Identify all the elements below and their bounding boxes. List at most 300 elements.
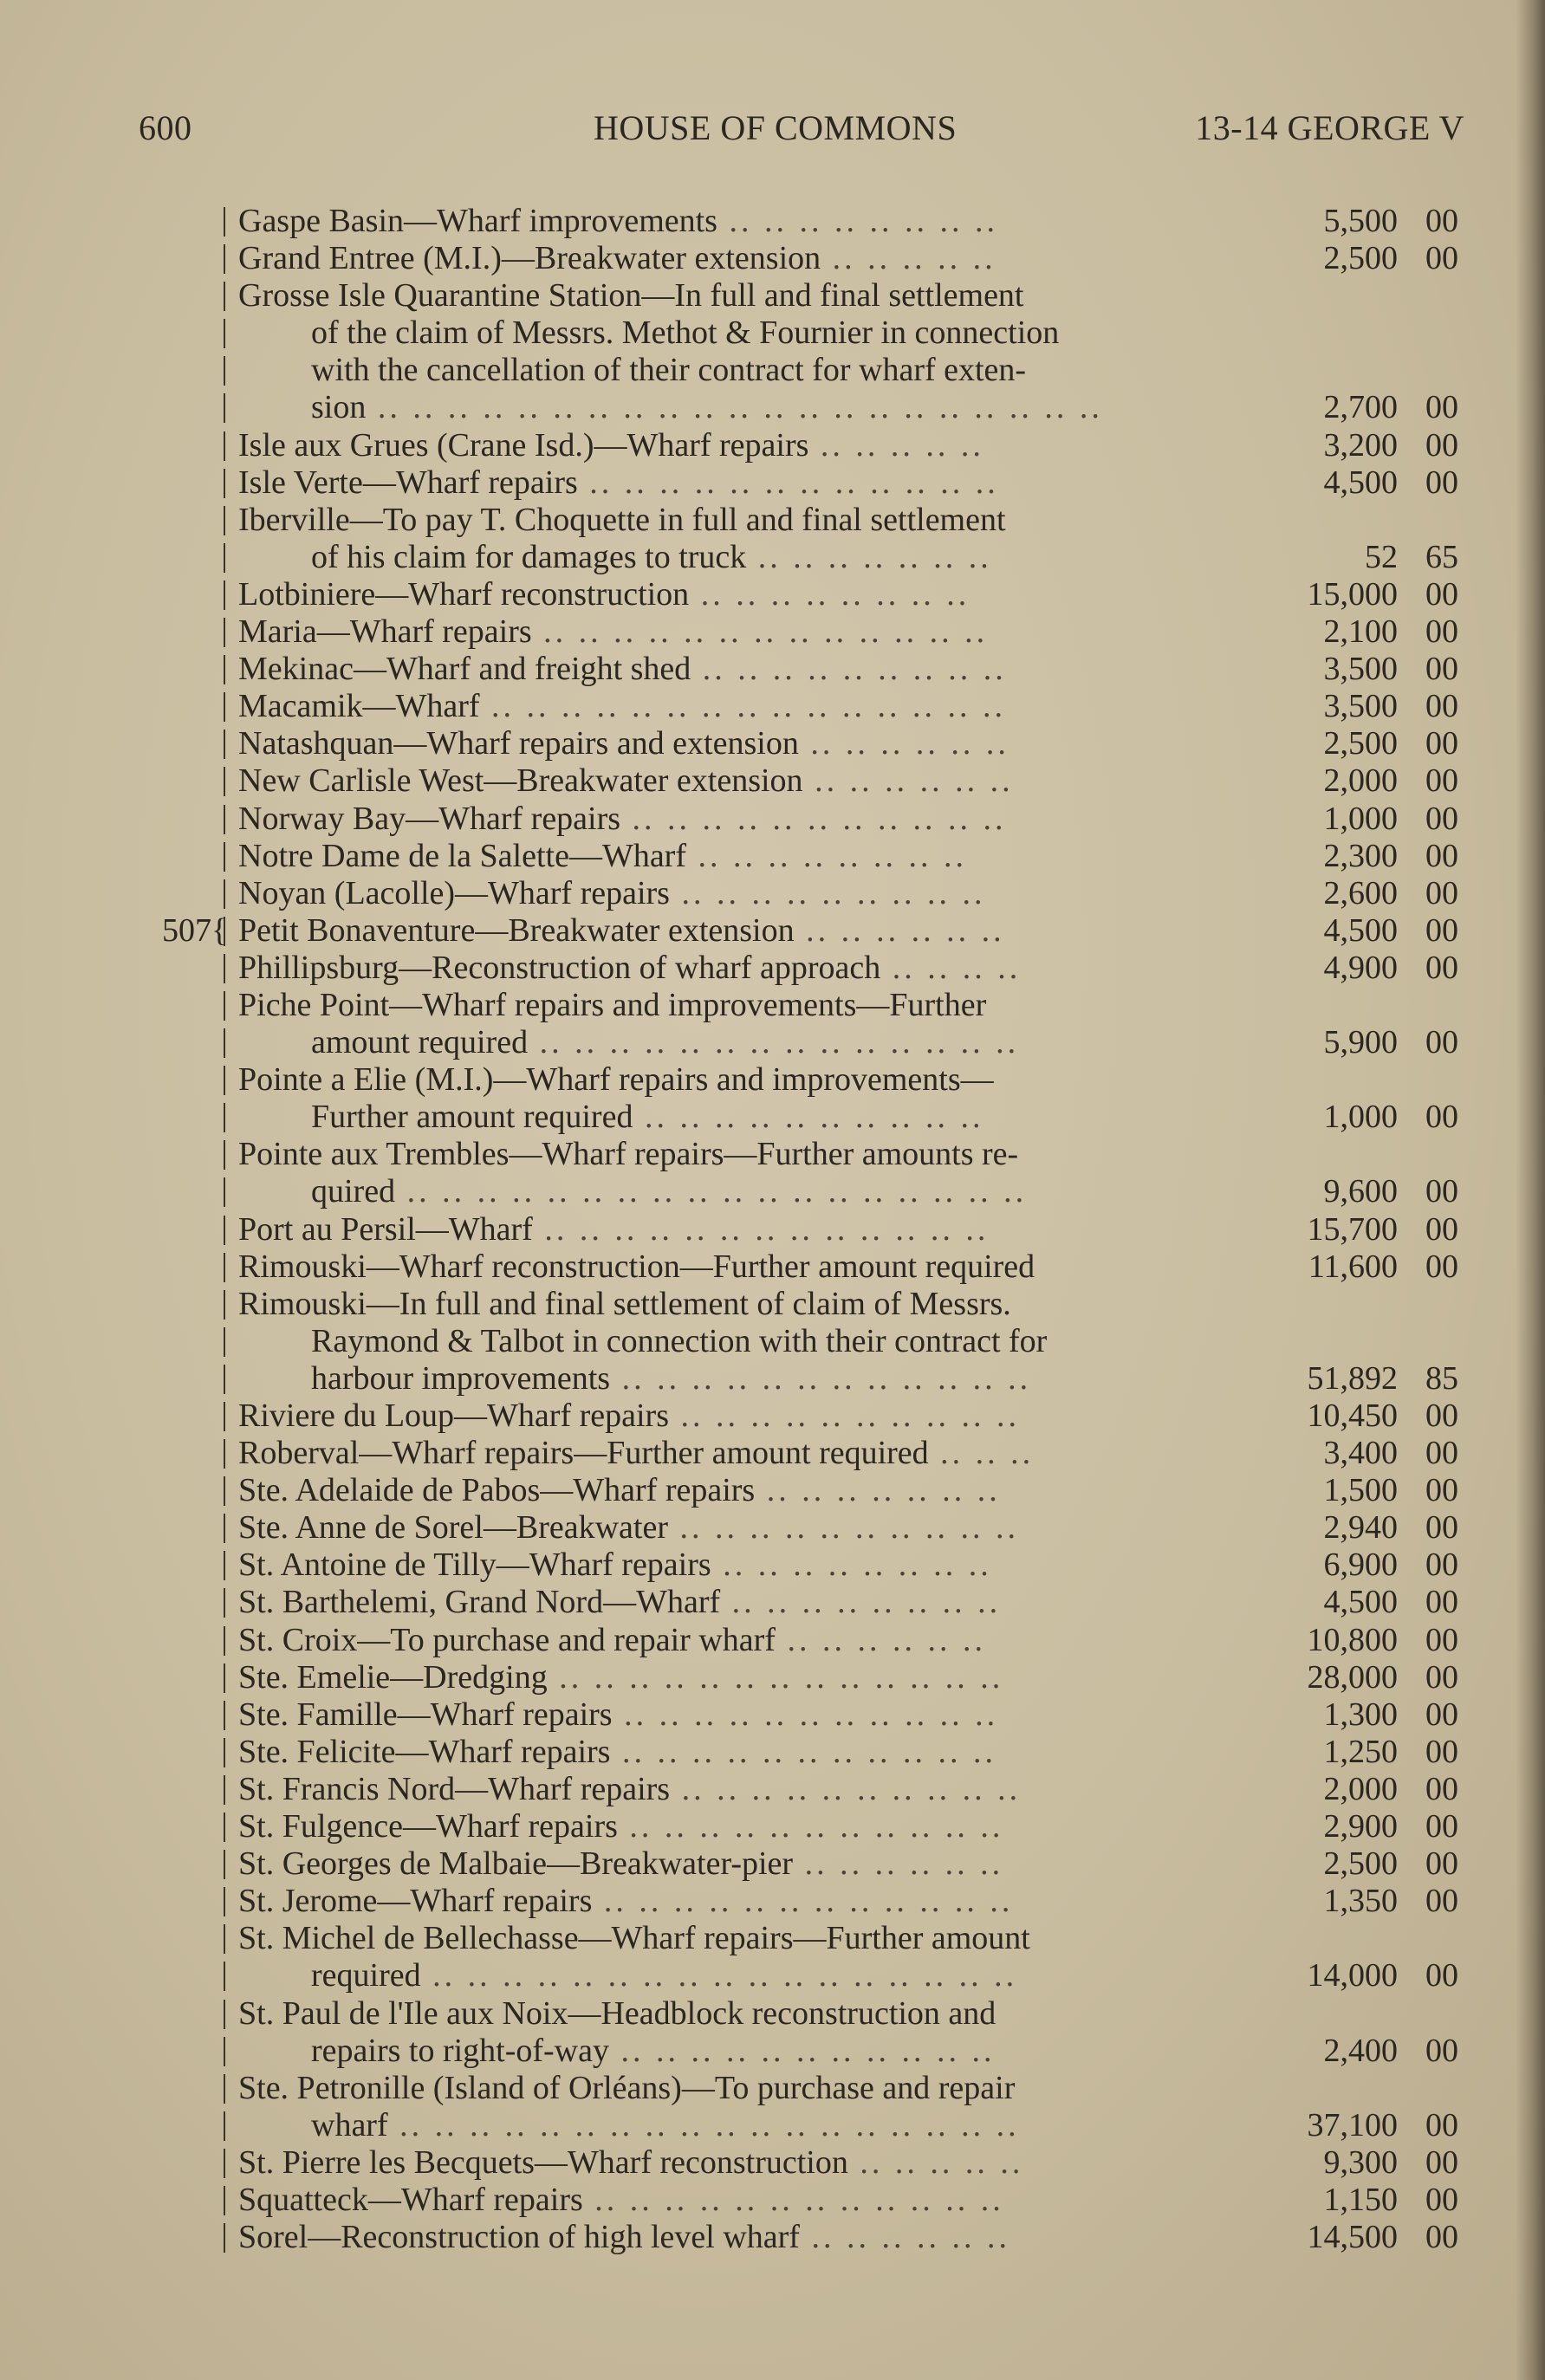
dot-leader: .. .. .. .. .. .. .. .. .. .. .. xyxy=(609,2032,996,2069)
item-text: Raymond & Talbot in connection with their contract for xyxy=(311,1322,1048,1359)
dot-leader: .. .. .. .. .. .. .. .. .. .. .. .. xyxy=(582,2181,1004,2218)
table-row xyxy=(0,1771,1545,1808)
bracket-line xyxy=(224,2000,225,2029)
dot-leader: .. .. .. .. .. .. xyxy=(793,1845,1004,1883)
amount-dollars: 1,350 xyxy=(1323,1883,1398,1920)
amount-dollars: 15,000 xyxy=(1307,575,1398,613)
amount-cents: 00 xyxy=(1425,1845,1458,1883)
item-description xyxy=(311,315,1243,352)
item-text: St. Fulgence—Wharf repairs xyxy=(238,1808,618,1845)
amount-cents: 00 xyxy=(1425,1472,1458,1509)
table-row xyxy=(0,1509,1545,1547)
amount-dollars: 3,400 xyxy=(1323,1435,1398,1472)
item-amount xyxy=(1242,352,1458,389)
dot-leader: .. .. .. .. .. .. .. .. .. .. .. .. .. .. .. .. .. .. .. .. .. xyxy=(366,389,1103,426)
bracket-line xyxy=(224,2186,225,2215)
table-row xyxy=(0,240,1545,277)
dot-leader: .. .. .. .. .. .. .. .. .. .. .. xyxy=(620,800,1007,837)
dot-leader: .. .. .. .. .. .. .. .. .. .. .. .. xyxy=(592,1883,1014,1920)
amount-dollars: 3,200 xyxy=(1323,426,1398,464)
item-description xyxy=(238,1584,1243,1621)
item-description xyxy=(238,203,1243,240)
bracket-line xyxy=(224,655,225,684)
amount-dollars: 2,500 xyxy=(1323,240,1398,277)
amount-cents: 00 xyxy=(1425,2219,1458,2256)
item-text: Further amount required xyxy=(311,1099,633,1136)
item-amount xyxy=(1242,2219,1458,2256)
item-amount xyxy=(1242,1024,1458,1061)
item-amount xyxy=(1242,2070,1458,2107)
table-row xyxy=(0,1808,1545,1845)
dot-leader: .. .. .. .. .. .. .. .. .. .. xyxy=(670,1770,1022,1807)
table-row xyxy=(0,1136,1545,1173)
item-text: Sorel—Reconstruction of high level wharf xyxy=(238,2219,800,2256)
amount-dollars: 4,900 xyxy=(1323,949,1398,986)
amount-dollars: 28,000 xyxy=(1307,1658,1398,1696)
table-row xyxy=(0,1734,1545,1771)
item-description xyxy=(238,1211,1243,1248)
item-description xyxy=(238,1136,1243,1173)
amount-cents: 00 xyxy=(1425,464,1458,501)
dot-leader: .. .. .. .. .. .. .. .. .. .. .. .. .. .. .. xyxy=(479,688,1007,725)
amount-cents: 00 xyxy=(1425,1957,1458,1994)
amount-dollars: 9,600 xyxy=(1323,1173,1398,1210)
amount-cents: 00 xyxy=(1425,911,1458,949)
item-amount xyxy=(1242,1211,1458,1248)
table-row xyxy=(0,950,1545,987)
dot-leader: .. .. .. .. .. .. .. .. xyxy=(686,837,967,874)
bracket-line xyxy=(224,842,225,872)
table-row xyxy=(0,1061,1545,1099)
table-row xyxy=(0,1920,1545,1957)
amount-cents: 00 xyxy=(1425,203,1458,239)
amount-cents: 00 xyxy=(1425,837,1458,874)
amount-cents: 00 xyxy=(1425,1398,1458,1434)
item-description xyxy=(238,1845,1243,1883)
bracket-line xyxy=(224,1365,225,1394)
amount-cents: 00 xyxy=(1425,2032,1458,2069)
dot-leader: .. .. .. .. .. .. .. .. .. xyxy=(669,874,986,911)
amount-dollars: 2,000 xyxy=(1323,762,1398,800)
table-row xyxy=(0,2219,1545,2256)
amount-cents: 00 xyxy=(1425,1509,1458,1547)
dot-leader: .. .. .. .. .. .. .. .. .. .. .. xyxy=(617,1808,1004,1845)
dot-leader: .. .. .. xyxy=(928,1435,1035,1472)
amount-cents: 00 xyxy=(1425,1435,1458,1472)
amount-cents: 00 xyxy=(1425,1099,1458,1136)
table-row xyxy=(0,912,1545,950)
bracket-line xyxy=(224,1253,225,1282)
bracket-line xyxy=(224,618,225,647)
amount-cents: 00 xyxy=(1425,1658,1458,1696)
amount-cents: 00 xyxy=(1425,949,1458,986)
item-text: Ste. Petronille (Island of Orléans)—To purchase and repair xyxy=(238,2069,1016,2106)
dot-leader: .. .. .. .. .. .. .. .. .. .. xyxy=(667,1509,1019,1547)
bracket-line xyxy=(224,1924,225,1954)
item-amount xyxy=(1242,2033,1458,2070)
amount-dollars: 2,400 xyxy=(1323,2032,1398,2069)
bracket-line xyxy=(224,2223,225,2253)
item-description xyxy=(311,1099,1243,1136)
item-amount xyxy=(1242,1734,1458,1771)
regnal-year: 13-14 GEORGE V xyxy=(1195,108,1464,147)
item-text: sion xyxy=(311,389,367,426)
table-row xyxy=(0,725,1545,762)
amount-cents: 00 xyxy=(1425,874,1458,911)
table-row xyxy=(0,987,1545,1024)
item-text: Gaspe Basin—Wharf improvements xyxy=(238,203,717,239)
item-amount xyxy=(1242,464,1458,502)
item-description xyxy=(238,1696,1243,1734)
item-description xyxy=(311,539,1243,576)
item-description xyxy=(238,1622,1243,1659)
side-marker: 507{ xyxy=(162,911,228,949)
item-text: Iberville—To pay T. Choquette in full and final settlement xyxy=(238,501,1006,538)
bracket-line xyxy=(224,1551,225,1580)
item-amount xyxy=(1242,875,1458,912)
bracket-line xyxy=(224,282,225,311)
item-text: St. Francis Nord—Wharf repairs xyxy=(238,1770,671,1807)
item-text: St. Michel de Bellechasse—Wharf repairs—Further amount xyxy=(238,1920,1030,1957)
dot-leader: .. .. .. .. .. .. .. .. .. .. .. .. .. .. xyxy=(528,1024,1020,1061)
dot-leader: .. .. .. .. .. .. .. .. .. .. .. .. xyxy=(577,464,999,501)
amount-dollars: 10,450 xyxy=(1307,1398,1398,1434)
bracket-line xyxy=(224,1216,225,1245)
item-text: Piche Point—Wharf repairs and improvements—Further xyxy=(238,986,987,1023)
item-description xyxy=(238,277,1243,315)
table-row xyxy=(0,1099,1545,1136)
amount-cents: 00 xyxy=(1425,1584,1458,1621)
table-row xyxy=(0,1845,1545,1883)
dot-leader: .. .. .. .. .. .. .. .. .. .. xyxy=(669,1398,1020,1434)
item-description xyxy=(238,613,1243,651)
bracket-line xyxy=(224,244,225,274)
item-text: Pointe a Elie (M.I.)—Wharf repairs and improvements— xyxy=(238,1061,994,1099)
item-text: amount required xyxy=(311,1024,529,1061)
item-text: St. Barthelemi, Grand Nord—Wharf xyxy=(238,1584,721,1621)
item-amount xyxy=(1242,1696,1458,1734)
amount-cents: 00 xyxy=(1425,1621,1458,1658)
item-text: quired xyxy=(311,1173,396,1210)
bracket-line xyxy=(224,1775,225,1805)
dot-leader: .. .. .. .. .. .. .. .. .. .. xyxy=(633,1099,984,1136)
table-row xyxy=(0,1398,1545,1435)
item-text: wharf xyxy=(311,2106,388,2143)
item-description xyxy=(311,1360,1243,1398)
dot-leader: .. .. .. .. .. .. .. .. xyxy=(717,203,998,239)
amount-cents: 00 xyxy=(1425,2106,1458,2143)
item-amount xyxy=(1242,1323,1458,1360)
table-row xyxy=(0,1547,1545,1584)
table-row xyxy=(0,1696,1545,1734)
item-amount xyxy=(1242,277,1458,315)
item-amount xyxy=(1242,1061,1458,1099)
item-description xyxy=(311,2033,1243,2070)
bracket-line xyxy=(224,1028,225,1058)
bracket-line xyxy=(224,1701,225,1730)
item-amount xyxy=(1242,1622,1458,1659)
item-amount xyxy=(1242,838,1458,875)
amount-dollars: 14,000 xyxy=(1307,1957,1398,1994)
dot-leader: .. .. .. .. .. .. .. .. .. .. .. xyxy=(612,1696,999,1733)
bracket-line xyxy=(224,1177,225,1207)
amount-cents: 65 xyxy=(1425,538,1458,575)
amount-cents: 00 xyxy=(1425,1024,1458,1061)
item-text: with the cancellation of their contract for wharf exten- xyxy=(311,352,1027,389)
amount-cents: 00 xyxy=(1425,2143,1458,2181)
table-row xyxy=(0,315,1545,352)
bracket-line xyxy=(224,1290,225,1320)
item-description xyxy=(238,427,1243,464)
item-amount xyxy=(1242,315,1458,352)
table-row xyxy=(0,1211,1545,1248)
bracket-line xyxy=(224,692,225,722)
amount-cents: 00 xyxy=(1425,1696,1458,1733)
bracket-line xyxy=(224,1887,225,1916)
item-amount xyxy=(1242,1099,1458,1136)
item-text: Noyan (Lacolle)—Wharf repairs xyxy=(238,874,670,911)
dot-leader: .. .. .. .. .. .. xyxy=(775,1621,986,1658)
table-row xyxy=(0,1173,1545,1210)
item-text: Grand Entree (M.I.)—Breakwater extension xyxy=(238,240,821,277)
item-amount xyxy=(1242,1547,1458,1584)
bracket-line xyxy=(224,1813,225,1842)
item-description xyxy=(238,1286,1243,1323)
item-amount xyxy=(1242,1173,1458,1210)
dot-leader: .. .. .. .. .. .. .. .. .. .. .. .. .. xyxy=(547,1658,1004,1696)
item-text: Port au Persil—Wharf xyxy=(238,1210,533,1248)
item-description xyxy=(238,725,1243,762)
item-amount xyxy=(1242,2182,1458,2219)
dot-leader: .. .. .. .. .. .. xyxy=(802,762,1014,800)
item-text: Norway Bay—Wharf repairs xyxy=(238,800,621,837)
item-description xyxy=(311,2107,1243,2144)
item-amount xyxy=(1242,912,1458,950)
bracket-line xyxy=(224,1066,225,1095)
table-row xyxy=(0,1883,1545,1920)
dot-leader: .. .. .. .. .. .. .. xyxy=(755,1472,1001,1509)
dot-leader: .. .. .. .. .. .. xyxy=(798,725,1009,762)
item-description xyxy=(311,1323,1243,1360)
item-amount xyxy=(1242,1584,1458,1621)
table-row xyxy=(0,277,1545,315)
item-description xyxy=(311,1173,1243,1210)
item-description xyxy=(238,576,1243,613)
amount-dollars: 5,500 xyxy=(1323,203,1398,239)
item-amount xyxy=(1242,502,1458,539)
item-amount xyxy=(1242,801,1458,838)
table-row xyxy=(0,1472,1545,1509)
dot-leader: .. .. .. .. .. .. xyxy=(794,911,1005,949)
amount-dollars: 14,500 xyxy=(1307,2219,1398,2256)
item-amount xyxy=(1242,2107,1458,2144)
page-header xyxy=(139,107,1464,156)
item-description xyxy=(238,2144,1243,2182)
item-text: St. Paul de l'Ile aux Noix—Headblock reconstruction and xyxy=(238,1994,996,2032)
bracket-line xyxy=(224,954,225,983)
item-amount xyxy=(1242,1995,1458,2033)
item-text: St. Jerome—Wharf repairs xyxy=(238,1883,593,1920)
bracket-line xyxy=(224,1626,225,1656)
dot-leader: .. .. .. .. .. xyxy=(821,240,996,277)
table-row xyxy=(0,1248,1545,1286)
table-row xyxy=(0,352,1545,389)
item-description xyxy=(238,1547,1243,1584)
item-description xyxy=(238,2219,1243,2256)
bracket-line xyxy=(224,1850,225,1879)
item-text: Ste. Emelie—Dredging xyxy=(238,1658,548,1696)
table-row xyxy=(0,838,1545,875)
amount-dollars: 6,900 xyxy=(1323,1547,1398,1584)
item-text: repairs to right-of-way xyxy=(311,2032,609,2069)
item-amount xyxy=(1242,427,1458,464)
bracket-line xyxy=(224,1962,225,1991)
amount-dollars: 2,500 xyxy=(1323,725,1398,762)
item-text: Isle Verte—Wharf repairs xyxy=(238,464,578,501)
amount-dollars: 1,000 xyxy=(1323,800,1398,837)
table-row xyxy=(0,613,1545,651)
amount-cents: 00 xyxy=(1425,800,1458,837)
table-row xyxy=(0,502,1545,539)
amount-dollars: 2,000 xyxy=(1323,1770,1398,1807)
bracket-line xyxy=(224,2037,225,2066)
amount-dollars: 4,500 xyxy=(1323,464,1398,501)
table-row xyxy=(0,2144,1545,2182)
item-amount xyxy=(1242,1286,1458,1323)
amount-cents: 00 xyxy=(1425,613,1458,651)
amount-cents: 00 xyxy=(1425,725,1458,762)
item-description xyxy=(238,801,1243,838)
bracket-line xyxy=(224,543,225,573)
bracket-line xyxy=(224,2149,225,2178)
amount-dollars: 11,600 xyxy=(1308,1248,1398,1285)
amount-dollars: 2,940 xyxy=(1323,1509,1398,1547)
table-row xyxy=(0,1360,1545,1398)
item-amount xyxy=(1242,1659,1458,1696)
item-amount xyxy=(1242,613,1458,651)
item-text: New Carlisle West—Breakwater extension xyxy=(238,762,803,800)
bracket-line xyxy=(224,1588,225,1618)
item-amount xyxy=(1242,1136,1458,1173)
item-amount xyxy=(1242,1360,1458,1398)
bracket-line xyxy=(224,2074,225,2104)
amount-dollars: 37,100 xyxy=(1307,2106,1398,2143)
bracket-line xyxy=(224,1476,225,1506)
table-row xyxy=(0,464,1545,502)
amount-dollars: 2,600 xyxy=(1323,874,1398,911)
amount-dollars: 3,500 xyxy=(1323,651,1398,688)
amount-dollars: 2,900 xyxy=(1323,1808,1398,1845)
dot-leader: .. .. .. .. .. .. .. .. .. .. .. .. .. .. .. .. .. .. xyxy=(387,2106,1020,2143)
item-description xyxy=(238,1734,1243,1771)
dot-leader: .. .. .. .. .. .. .. .. .. .. .. xyxy=(610,1733,996,1770)
bracket-line xyxy=(224,1663,225,1693)
item-description xyxy=(238,762,1243,800)
item-amount xyxy=(1242,539,1458,576)
item-text: St. Antoine de Tilly—Wharf repairs xyxy=(238,1547,711,1584)
bracket-line xyxy=(224,1439,225,1469)
table-row xyxy=(0,2182,1545,2219)
item-amount xyxy=(1242,725,1458,762)
item-amount xyxy=(1242,1509,1458,1547)
item-description xyxy=(238,1248,1243,1286)
item-description xyxy=(238,464,1243,502)
item-description xyxy=(238,651,1243,688)
item-text: harbour improvements xyxy=(311,1359,611,1397)
amount-dollars: 1,000 xyxy=(1323,1099,1398,1136)
item-text: Pointe aux Trembles—Wharf repairs—Further amounts re- xyxy=(238,1136,1019,1173)
item-amount xyxy=(1242,1771,1458,1808)
item-description xyxy=(238,950,1243,987)
dot-leader: .. .. .. .. .. .. xyxy=(799,2219,1010,2256)
item-description xyxy=(238,1472,1243,1509)
amount-cents: 00 xyxy=(1425,1883,1458,1920)
item-description xyxy=(238,688,1243,725)
item-text: Macamik—Wharf xyxy=(238,688,480,725)
item-text: Natashquan—Wharf repairs and extension xyxy=(238,725,799,762)
amount-cents: 00 xyxy=(1425,1770,1458,1807)
amount-cents: 00 xyxy=(1425,426,1458,464)
table-row xyxy=(0,1995,1545,2033)
dot-leader: .. .. .. .. .. .. .. .. xyxy=(720,1584,1002,1621)
item-text: Mekinac—Wharf and freight shed xyxy=(238,651,691,688)
amount-dollars: 5,900 xyxy=(1323,1024,1398,1061)
amount-cents: 00 xyxy=(1425,688,1458,725)
item-amount xyxy=(1242,950,1458,987)
amount-dollars: 3,500 xyxy=(1323,688,1398,725)
amount-cents: 00 xyxy=(1425,1547,1458,1584)
item-amount xyxy=(1242,762,1458,800)
amount-dollars: 15,700 xyxy=(1307,1210,1398,1248)
amount-dollars: 1,500 xyxy=(1323,1472,1398,1509)
item-description xyxy=(238,838,1243,875)
item-description xyxy=(238,1509,1243,1547)
table-row xyxy=(0,539,1545,576)
dot-leader: .. .. .. .. .. .. .. .. .. .. .. .. .. .. .. .. .. .. xyxy=(395,1173,1028,1210)
table-row xyxy=(0,1286,1545,1323)
amount-cents: 00 xyxy=(1425,1808,1458,1845)
item-amount xyxy=(1242,987,1458,1024)
item-description xyxy=(238,1920,1243,1957)
amount-dollars: 1,250 xyxy=(1323,1733,1398,1770)
item-text: Riviere du Loup—Wharf repairs xyxy=(238,1398,669,1434)
amount-cents: 85 xyxy=(1425,1359,1458,1397)
amount-dollars: 9,300 xyxy=(1323,2143,1398,2181)
bracket-line xyxy=(224,1327,225,1357)
bracket-line xyxy=(224,319,225,348)
page-number: 600 xyxy=(139,108,192,147)
item-description xyxy=(238,1883,1243,1920)
running-title: HOUSE OF COMMONS xyxy=(594,108,958,147)
item-description xyxy=(238,2070,1243,2107)
item-amount xyxy=(1242,1398,1458,1435)
table-row xyxy=(0,2070,1545,2107)
item-text: Ste. Felicite—Wharf repairs xyxy=(238,1733,611,1770)
item-text: Petit Bonaventure—Breakwater extension xyxy=(238,911,795,949)
item-text: Rimouski—Wharf reconstruction—Further amount required xyxy=(238,1248,1035,1285)
item-amount xyxy=(1242,2144,1458,2182)
table-row xyxy=(0,2033,1545,2070)
item-amount xyxy=(1242,651,1458,688)
amount-dollars: 2,300 xyxy=(1323,837,1398,874)
item-text: Ste. Anne de Sorel—Breakwater xyxy=(238,1509,668,1547)
amount-cents: 00 xyxy=(1425,389,1458,426)
dot-leader: .. .. .. .. .. .. .. .. .. .. .. .. .. xyxy=(532,1210,990,1248)
table-row xyxy=(0,1622,1545,1659)
table-row xyxy=(0,875,1545,912)
amount-cents: 00 xyxy=(1425,2181,1458,2218)
amount-dollars: 2,100 xyxy=(1323,613,1398,651)
